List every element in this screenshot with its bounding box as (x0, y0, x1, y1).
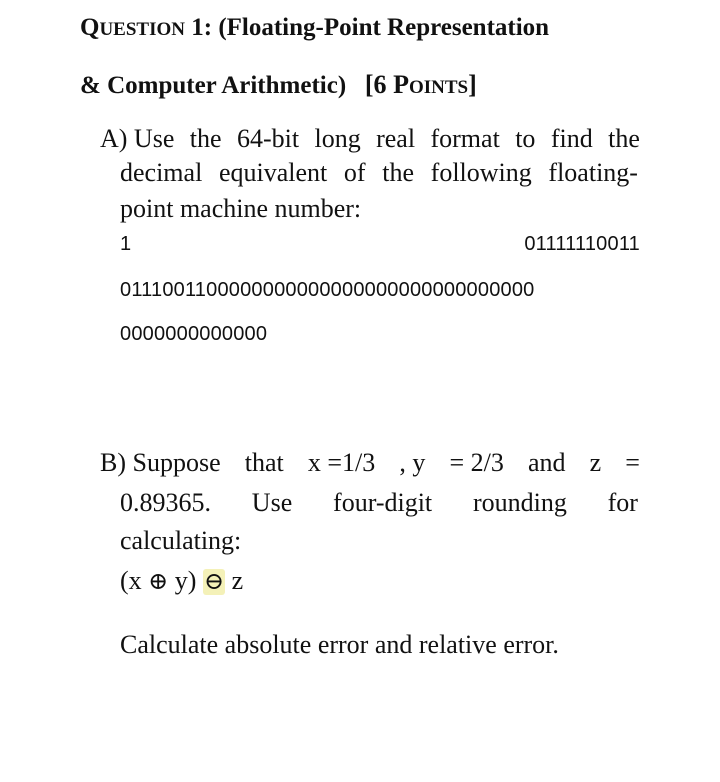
part-a-word: to (515, 124, 536, 153)
part-b-word: , y (399, 448, 426, 477)
part-a-word: following (430, 158, 532, 187)
part-b-word: Use (251, 488, 293, 517)
part-a-line1 (100, 126, 640, 152)
ominus-icon: ⊖ (203, 569, 225, 595)
part-b-word: x =1/3 (307, 448, 376, 477)
question-points: [6 POINTS] (364, 70, 477, 99)
part-b-word: rounding (472, 488, 567, 517)
mantissa-bits-line2: 0000000000000 (120, 323, 268, 345)
part-a-word: format (430, 124, 500, 153)
question-heading-line1 (80, 14, 549, 42)
expr-open: (x (120, 566, 149, 595)
part-b-line3: calculating: (120, 526, 242, 555)
question-title-line2: & Computer Arithmetic) (80, 72, 347, 99)
question-heading-line2 (80, 70, 477, 100)
mantissa-bits-line1: 0111001100000000000000000000000000000 (120, 279, 535, 301)
part-a-word: the (608, 124, 640, 153)
part-a-word: long (314, 124, 361, 153)
part-b-word: for (607, 488, 638, 517)
oplus-icon: ⊕ (148, 569, 169, 595)
part-b-line2 (120, 490, 638, 516)
part-b-word: z (589, 448, 602, 477)
question-title-line1: (Floating-Point Representation (218, 14, 550, 41)
part-a-word: the (189, 124, 222, 153)
part-b-word: and (527, 448, 566, 477)
part-a-line3: point machine number: (120, 194, 362, 223)
part-b-line1 (100, 450, 640, 476)
part-a-word: floating- (548, 158, 638, 187)
part-a-word: 64-bit (236, 124, 300, 153)
sign-bit: 1 (120, 233, 132, 255)
question-number: 1: (191, 14, 213, 41)
part-b-word: B) Suppose (100, 448, 221, 477)
part-a-word: equivalent (218, 158, 328, 187)
part-b-expression (120, 568, 243, 594)
part-a-line2 (120, 160, 638, 186)
part-b-word: = 2/3 (449, 448, 504, 477)
part-a-word: real (376, 124, 416, 153)
expr-z: z (225, 566, 244, 595)
part-b-word: = (625, 448, 640, 477)
expr-mid: y) (168, 566, 203, 595)
part-a-word: of (343, 158, 366, 187)
question-label: QUESTION (80, 14, 185, 41)
part-a-word: A) Use (100, 124, 175, 153)
exponent-bits: 01111110011 (524, 233, 640, 255)
part-a-word: the (382, 158, 414, 187)
part-b-word: 0.89365. (120, 488, 211, 517)
part-b-word: that (244, 448, 284, 477)
part-b-instruction: Calculate absolute error and relative error. (120, 630, 559, 659)
part-a-word: find (550, 124, 593, 153)
part-b-word: four-digit (333, 488, 433, 517)
part-a-word: decimal (120, 158, 203, 187)
